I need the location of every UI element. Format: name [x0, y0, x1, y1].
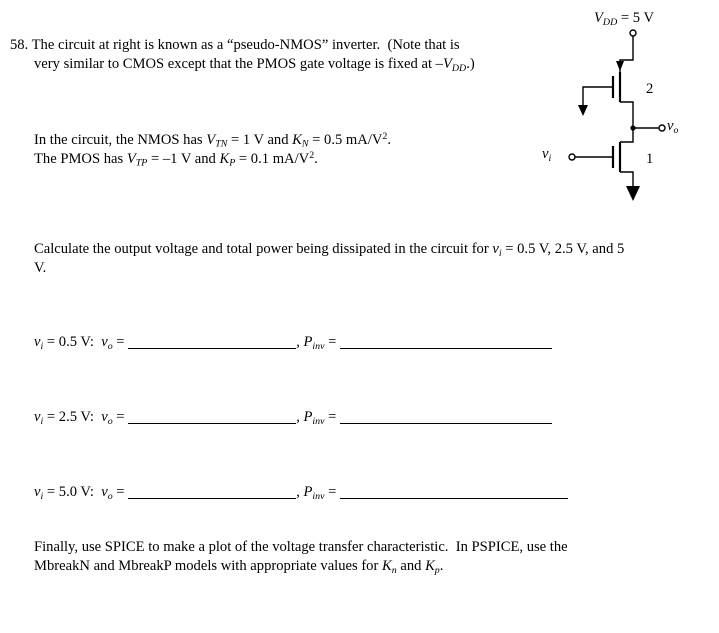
answer-blank-pinv-2 — [340, 411, 552, 424]
answer-row-1-pinv-label: , Pinv = — [296, 334, 341, 352]
pmos-drain-wire — [620, 102, 633, 128]
answer-row-3 — [34, 483, 568, 506]
vdd-wire — [620, 36, 633, 72]
nmos-device-label: 1 — [646, 151, 654, 167]
device-params-line-1: In the circuit, the NMOS has VTN = 1 V and KN = 0.5 $mA/V^2$. — [34, 131, 392, 150]
answer-row-1-label: vi = 0.5 V: vo = — [34, 334, 129, 352]
spice-instructions-line-1: Finally, use SPICE to make a plot of the voltage transfer characteristic. In PSPICE, use the — [34, 539, 568, 555]
answer-row-2-pinv-label: , Pinv = — [296, 409, 341, 427]
task-line-1: Calculate the output voltage and total power being dissipated in the circuit for vi = 0.5 V, 2.5 V, and 5 — [34, 241, 625, 259]
answer-row-3-label: vi = 5.0 V: vo = — [34, 484, 129, 502]
circuit-diagram — [525, 4, 719, 216]
pmos-device-label: 2 — [646, 81, 654, 97]
answer-row-2-label: vi = 2.5 V: vo = — [34, 409, 129, 427]
output-node-dot — [630, 125, 635, 130]
pmos-source-arrow-icon — [616, 61, 624, 71]
answer-blank-pinv-1 — [340, 336, 552, 349]
answer-row-2 — [34, 408, 552, 431]
device-params-line-2: The PMOS has VTP = –1 V and KP = 0.1 $mA/V^2$. — [34, 150, 318, 169]
circuit-schematic — [525, 4, 719, 216]
answer-blank-vo-3 — [128, 486, 296, 499]
vo-label: vo — [667, 118, 679, 136]
answer-blank-vo-1 — [128, 336, 296, 349]
task-line-2: V. — [34, 260, 47, 276]
vi-terminal — [569, 154, 575, 160]
spice-instructions-line-2: MbreakN and MbreakP models with appropriate values for Kn and Kp. — [34, 558, 444, 576]
answer-blank-vo-2 — [128, 411, 296, 424]
pmos-gate-supply-arrow-icon — [578, 105, 588, 116]
answer-row-1 — [34, 333, 552, 356]
vi-label: vi — [542, 146, 552, 164]
problem-statement-line-2: very similar to CMOS except that the PMOS gate voltage is fixed at –VDD.) — [34, 56, 475, 74]
answer-row-3-pinv-label: , Pinv = — [296, 484, 341, 502]
answer-blank-pinv-3 — [340, 486, 568, 499]
vdd-label: VDD = 5 V — [594, 10, 654, 28]
ground-arrow-icon — [626, 186, 640, 201]
problem-statement-line-1: 58. The circuit at right is known as a “pseudo-NMOS” inverter. (Note that is — [10, 37, 460, 53]
pmos-gate-wire — [583, 87, 613, 106]
nmos-source-wire — [620, 172, 633, 186]
vo-terminal — [659, 125, 665, 131]
nmos-drain-wire — [620, 128, 633, 142]
